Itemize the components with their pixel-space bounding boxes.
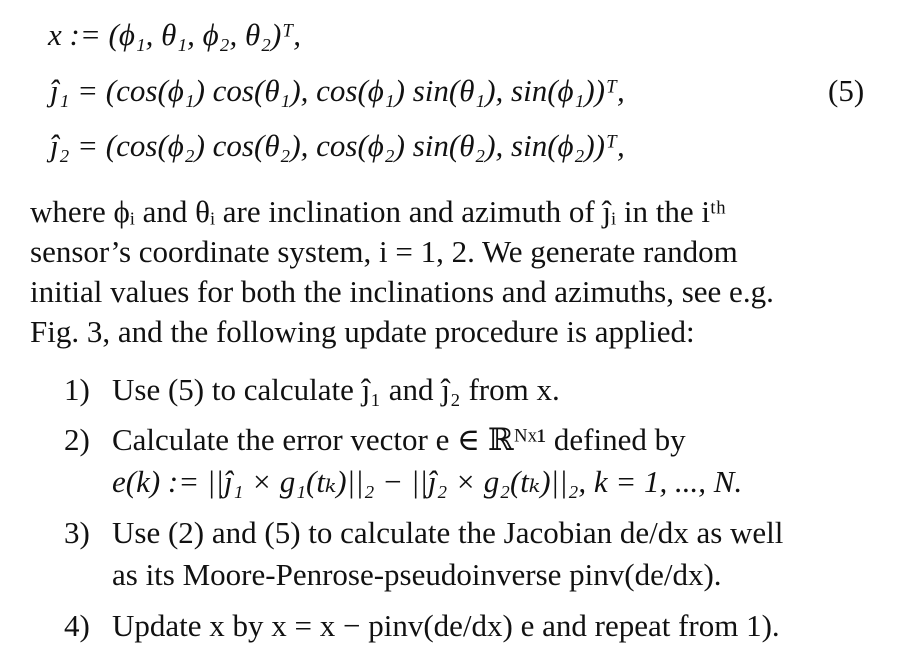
step-1-text: Use (5) to calculate ĵ₁ and ĵ₂ from x. [112, 372, 560, 407]
equation-line-1: x := (ϕ₁, θ₁, ϕ₂, θ₂)ᵀ, [48, 17, 302, 52]
paragraph-line-3: initial values for both the inclinations and azimuths, see e.g. [30, 274, 774, 309]
paragraph-line-4: Fig. 3, and the following update procedure is applied: [30, 314, 695, 349]
paragraph-line-2: sensor’s coordinate system, i = 1, 2. We generate random [30, 234, 738, 269]
step-3-text: Use (2) and (5) to calculate the Jacobian de/dx as well [112, 515, 784, 550]
equation-line-2: ĵ₁ = (cos(ϕ₁) cos(θ₁), cos(ϕ₁) sin(θ₁), sin(ϕ₁))ᵀ, [50, 73, 625, 108]
paragraph-line-1: where ϕᵢ and θᵢ are inclination and azimuth of ĵᵢ in the iᵗʰ [30, 194, 726, 229]
step-4-number: 4) [64, 608, 90, 643]
step-2-formula: e(k) := ||ĵ₁ × g₁(tₖ)||₂ − ||ĵ₂ × g₂(tₖ)||₂, k = 1, ..., N. [112, 464, 743, 499]
step-1-number: 1) [64, 372, 90, 407]
step-4-text: Update x by x = x − pinv(de/dx) e and repeat from 1). [112, 608, 780, 643]
step-3-continuation: as its Moore-Penrose-pseudoinverse pinv(de/dx). [112, 557, 722, 592]
step-3-number: 3) [64, 515, 90, 550]
equation-line-3: ĵ₂ = (cos(ϕ₂) cos(θ₂), cos(ϕ₂) sin(θ₂), sin(ϕ₂))ᵀ, [50, 128, 625, 163]
equation-number: (5) [828, 73, 865, 108]
step-2-text: Calculate the error vector e ∈ ℝᴺˣ¹ defined by [112, 422, 686, 457]
step-2-number: 2) [64, 422, 90, 457]
